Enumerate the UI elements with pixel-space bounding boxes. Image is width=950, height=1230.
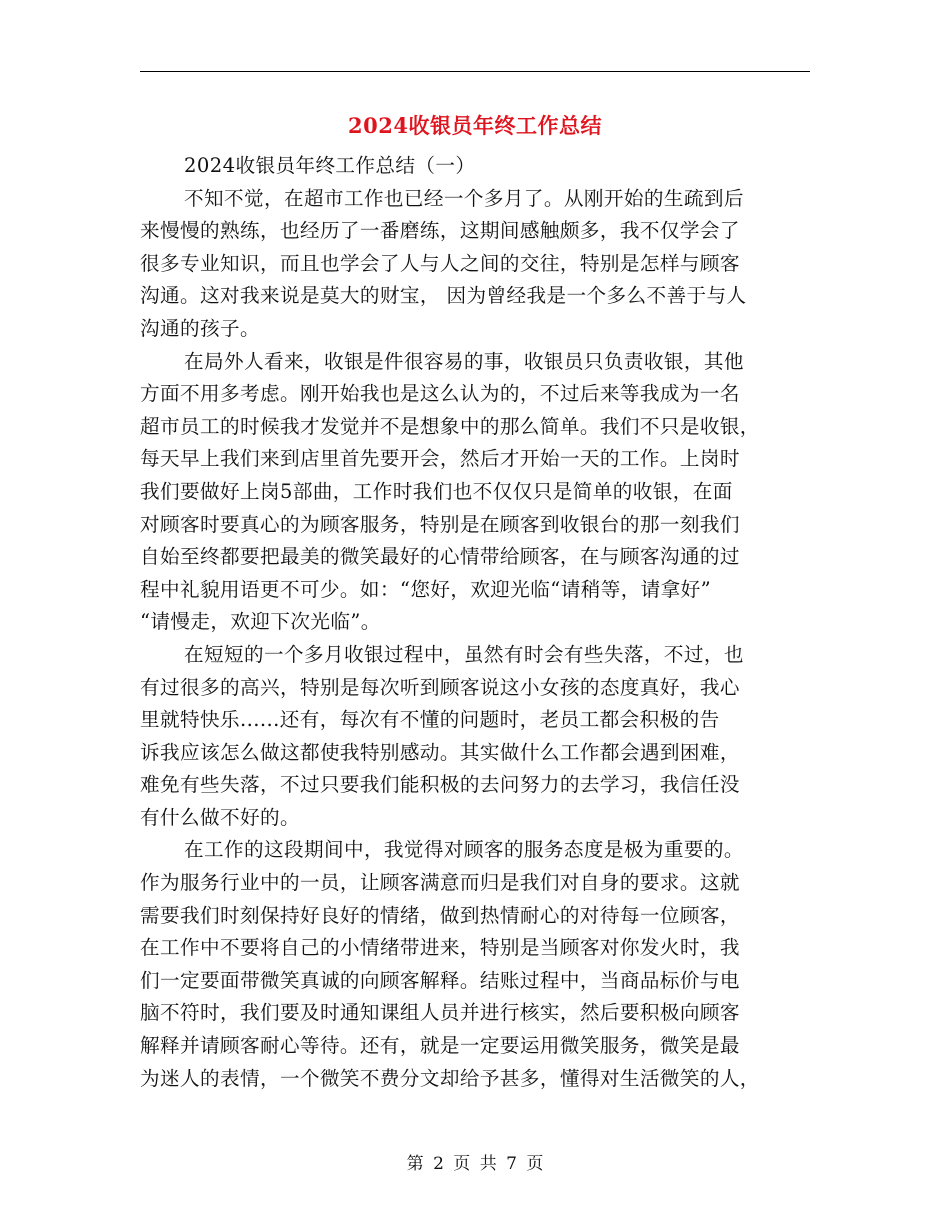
body-line: “请慢走，欢迎下次光临”。 — [140, 610, 381, 634]
body-line: 诉我应该怎么做这都使我特别感动。其实做什么工作都会遇到困难， — [140, 740, 740, 764]
body-line: 沟通。这对我来说是莫大的财宝， 因为曾经我是一个多么不善于与人 — [140, 284, 747, 308]
body-line: 在工作的这段期间中，我觉得对顾客的服务态度是极为重要的。 — [184, 838, 744, 862]
body-line: 作为服务行业中的一员，让顾客满意而归是我们对自身的要求。这就 — [140, 871, 740, 895]
body-line: 有什么做不好的。 — [140, 805, 300, 829]
body-line: 2024收银员年终工作总结（一） — [184, 154, 476, 177]
body-line: 里就特快乐......还有，每次有不懂的问题时，老员工都会积极的告 — [140, 708, 720, 732]
body-line: 难免有些失落，不过只要我们能积极的去问努力的去学习，我信任没 — [140, 773, 740, 797]
body-line: 在局外人看来，收银是件很容易的事，收银员只负责收银，其他 — [184, 349, 744, 373]
body-line: 需要我们时刻保持好良好的情绪，做到热情耐心的对待每一位顾客， — [140, 903, 740, 927]
header-rule — [140, 71, 810, 72]
body-line: 沟通的孩子。 — [140, 316, 260, 340]
body-line: 有过很多的高兴，特别是每次听到顾客说这小女孩的态度真好，我心 — [140, 675, 740, 699]
body-line: 为迷人的表情，一个微笑不费分文却给予甚多，懂得对生活微笑的人， — [140, 1066, 760, 1090]
document-body — [140, 150, 816, 1095]
document-title: 2024收银员年终工作总结 — [348, 113, 602, 138]
body-line: 方面不用多考虑。刚开始我也是这么认为的，不过后来等我成为一名 — [140, 382, 740, 406]
body-line: 们一定要面带微笑真诚的向顾客解释。结账过程中，当商品标价与电 — [140, 968, 740, 992]
body-line: 自始至终都要把最美的微笑最好的心情带给顾客，在与顾客沟通的过 — [140, 545, 740, 569]
body-line: 很多专业知识，而且也学会了人与人之间的交往，特别是怎样与顾客 — [140, 251, 740, 275]
body-line: 脑不符时，我们要及时通知课组人员并进行核实，然后要积极向顾客 — [140, 1001, 740, 1025]
body-line: 在工作中不要将自己的小情绪带进来，特别是当顾客对你发火时，我 — [140, 936, 740, 960]
page-number-footer: 第 2 页 共 7 页 — [406, 1154, 544, 1174]
body-line: 我们要做好上岗5部曲，工作时我们也不仅仅只是简单的收银，在面 — [140, 479, 733, 503]
body-line: 来慢慢的熟练，也经历了一番磨练，这期间感触颇多，我不仅学会了 — [140, 219, 740, 243]
body-line: 不知不觉，在超市工作也已经一个多月了。从刚开始的生疏到后 — [184, 186, 744, 210]
body-line: 在短短的一个多月收银过程中，虽然有时会有些失落，不过，也 — [184, 642, 744, 666]
body-line: 对顾客时要真心的为顾客服务，特别是在顾客到收银台的那一刻我们 — [140, 512, 740, 536]
body-line: 程中礼貌用语更不可少。如：“您好，欢迎光临“请稍等，请拿好” — [140, 577, 712, 601]
body-line: 超市员工的时候我才发觉并不是想象中的那么简单。我们不只是收银， — [140, 414, 760, 438]
body-line: 每天早上我们来到店里首先要开会，然后才开始一天的工作。上岗时 — [140, 447, 740, 471]
body-line: 解释并请顾客耐心等待。还有，就是一定要运用微笑服务，微笑是最 — [140, 1034, 740, 1058]
